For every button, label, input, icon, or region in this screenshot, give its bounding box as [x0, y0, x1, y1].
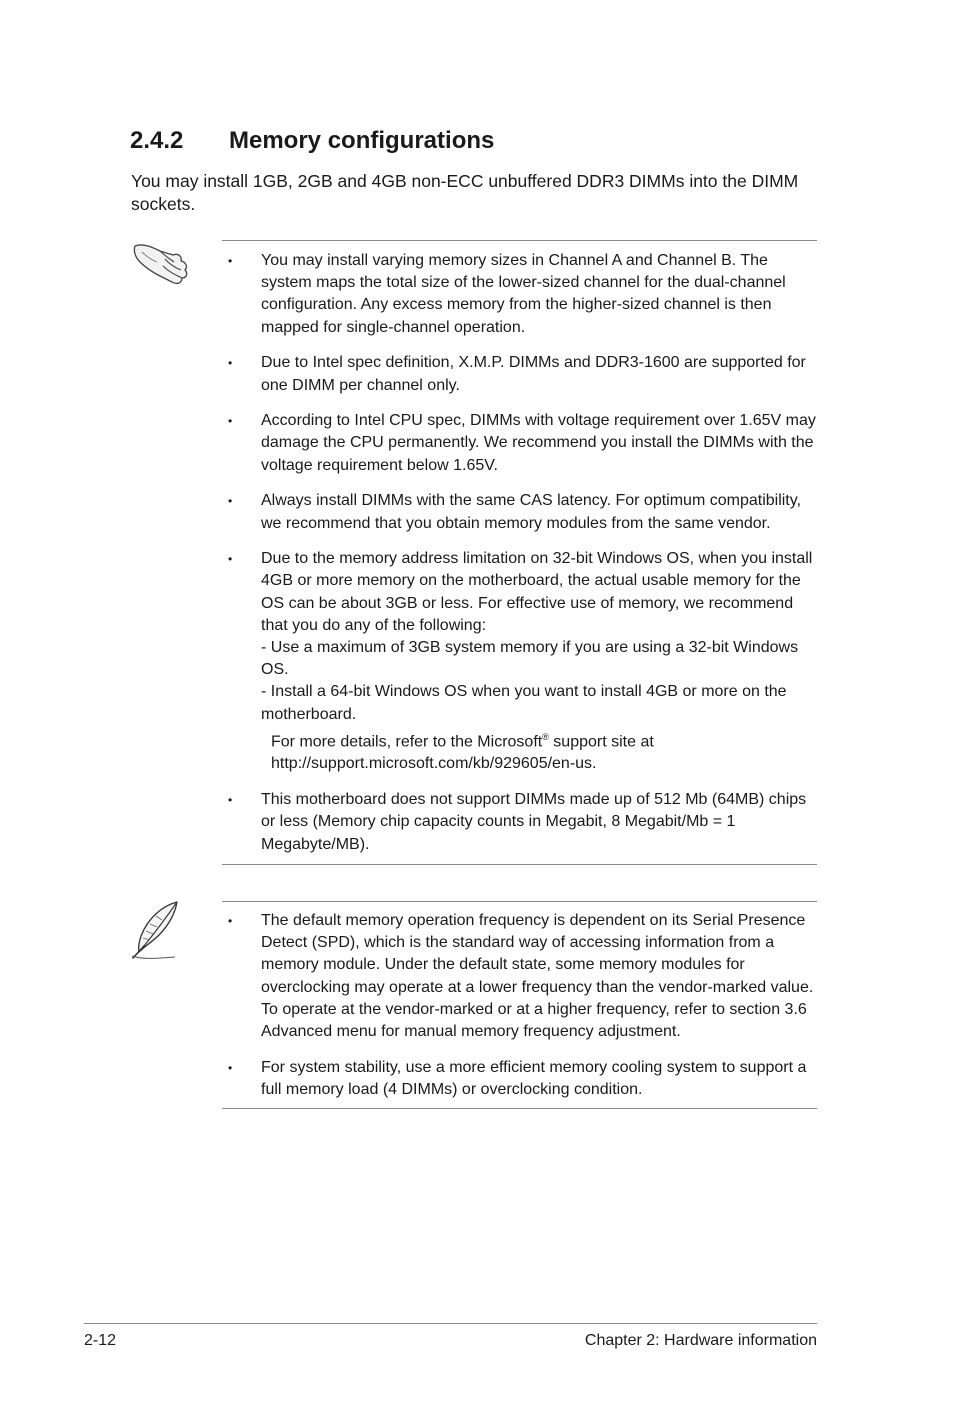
support-url: http://support.microsoft.com/kb/929605/en-us. [271, 755, 597, 773]
bottom-rule [222, 864, 817, 865]
pointing-hand-icon [133, 240, 191, 291]
chapter-title: Chapter 2: Hardware information [584, 1332, 817, 1349]
bullet: • [228, 914, 233, 928]
note-text: For system stability, use a more efficient memory cooling system to support a full memory load (4 DIMMs) or overclocking condition. [261, 1058, 807, 1098]
details-prefix: For more details, refer to the Microsoft [271, 733, 543, 751]
option-text: - Use a maximum of 3GB system memory if you are using a 32-bit Windows OS. [261, 639, 799, 679]
note-text: Always install DIMMs with the same CAS latency. For optimum compatibility, we recommend that you obtain memory modules from the same vendor. [261, 492, 802, 532]
bullet: • [228, 254, 233, 268]
bottom-rule [222, 1108, 817, 1109]
page-number: 2-12 [84, 1332, 117, 1349]
section-title: Memory configurations [229, 127, 495, 154]
note-text: This motherboard does not support DIMMs made up of 512 Mb (64MB) chips or less (Memory chip capacity counts in Megabit, 8 Megabit/Mb = 1 Megabyte/MB). [261, 791, 807, 853]
section-number: 2.4.2 [130, 127, 184, 154]
list-item [222, 548, 817, 775]
note-text: The default memory operation frequency is dependent on its Serial Presence Detect (SPD), which is the standard way of accessing information from a memory module. Under the default state, some memory modules for overclocking may operate at a lower frequency than the vendor-marked value. To operate at the vendor-marked or at a higher frequency, refer to section 3.6 Advanced menu for manual memory frequency adjustment. [261, 912, 814, 1041]
list-item [222, 352, 817, 396]
additional-notes-box [222, 901, 817, 1109]
list-item [222, 250, 817, 339]
details-suffix: support site at [548, 733, 654, 751]
intro-paragraph: You may install 1GB, 2GB and 4GB non-ECC unbuffered DDR3 DIMMs into the DIMM sockets. [131, 171, 799, 214]
note-text: You may install varying memory sizes in Channel A and Channel B. The system maps the total size of the lower-sized channel for the dual-channel configuration. Any excess memory from the higher-sized channel is then mapped for single-channel operation. [261, 252, 786, 336]
section-heading [130, 125, 494, 157]
note-text: Due to Intel spec definition, X.M.P. DIMMs and DDR3-1600 are supported for one DIMM per channel only. [261, 354, 806, 394]
important-notes-box [222, 240, 817, 865]
list-item [222, 490, 817, 534]
additional-notes-list [222, 902, 817, 1101]
list-item [222, 410, 817, 477]
bullet: • [228, 552, 233, 567]
note-text: According to Intel CPU spec, DIMMs with voltage requirement over 1.65V may damage the CPU permanently. We recommend you install the DIMMs with the voltage requirement below 1.65V. [261, 412, 816, 474]
footer-rule [84, 1323, 817, 1324]
bullet: • [228, 793, 233, 808]
list-item [222, 1057, 817, 1101]
bullet: • [228, 414, 233, 429]
registered-mark: ® [542, 731, 549, 742]
note-text: Due to the memory address limitation on 32-bit Windows OS, when you install 4GB or more memory on the motherboard, the actual usable memory for the OS can be about 3GB or less. For effective use of memory, we recommend that you do any of the following: [261, 550, 813, 634]
option-text: - Install a 64-bit Windows OS when you want to install 4GB or more on the motherboard. [261, 683, 787, 723]
bullet: • [228, 356, 233, 371]
feather-quill-icon [130, 900, 180, 967]
important-notes-list [222, 241, 817, 856]
bullet: • [228, 494, 233, 509]
list-item [222, 910, 817, 1043]
bullet: • [228, 1060, 233, 1075]
details-text [261, 726, 817, 754]
list-item [222, 789, 817, 856]
